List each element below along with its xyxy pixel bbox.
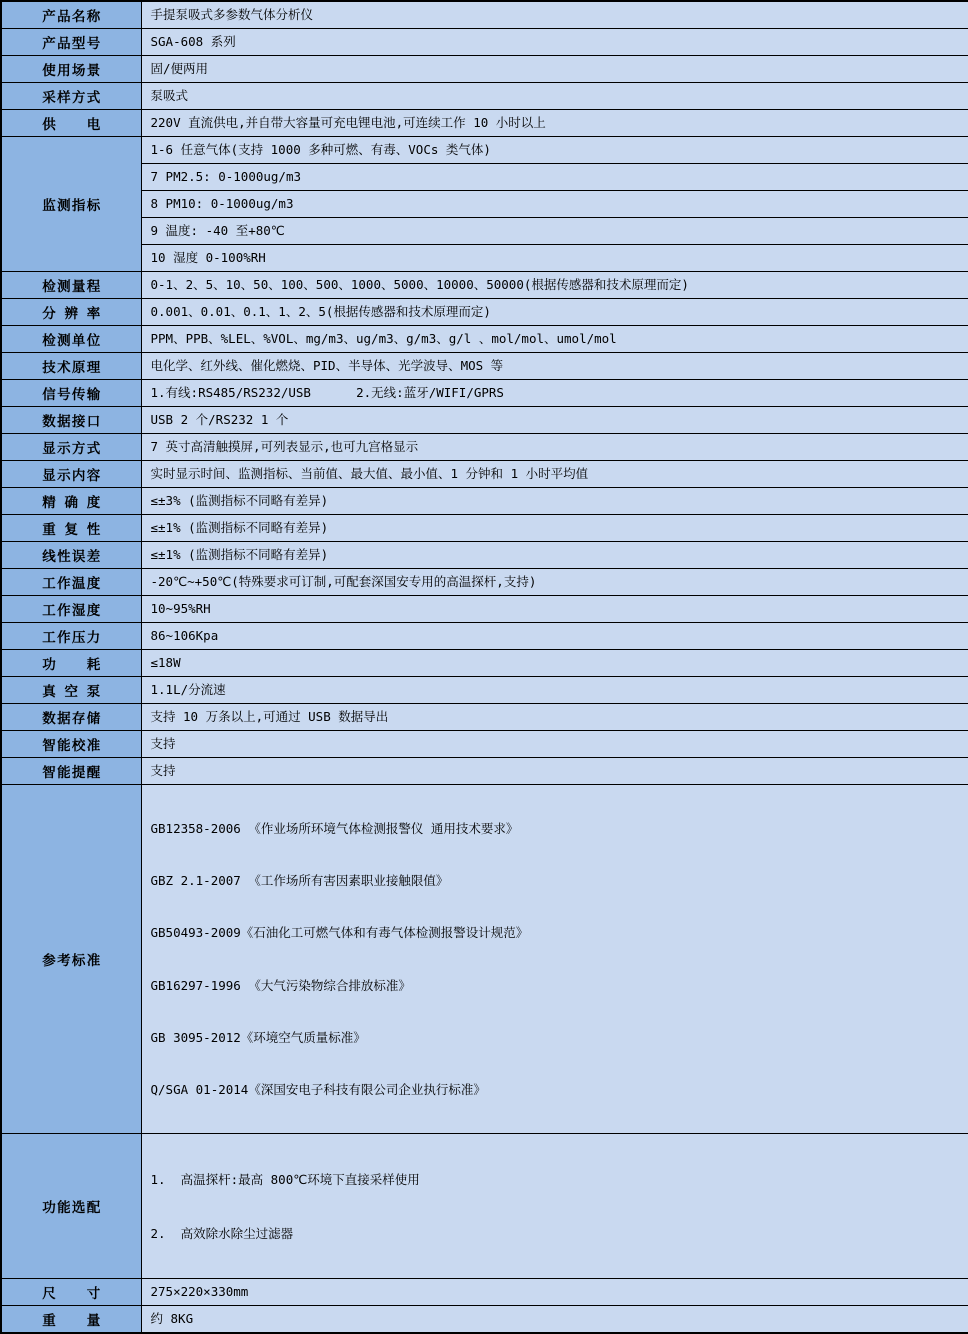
- row-label: 参考标准: [42, 952, 101, 969]
- row-label: 工作温度: [42, 575, 101, 592]
- row-label: 工作湿度: [42, 602, 101, 619]
- row-label: 尺寸: [42, 1286, 101, 1302]
- option-line: 1. 高温探杆:最高 800℃环境下直接采样使用: [150, 1171, 420, 1187]
- value-cell: SGA-608 系列: [141, 28, 968, 55]
- row-label: 精确度: [42, 494, 101, 511]
- row-label: 显示方式: [42, 440, 101, 457]
- label-cell: [1, 622, 141, 649]
- row-monitoring-indicators-sub: [1, 190, 968, 217]
- row-detection-unit: [1, 325, 968, 352]
- row-dimensions: [1, 1279, 968, 1306]
- row-label: 检测量程: [42, 278, 101, 295]
- label-cell: [1, 1, 141, 28]
- label-cell: [1, 271, 141, 298]
- value-cell: 支持: [141, 730, 968, 757]
- row-label: 智能提醒: [42, 764, 101, 781]
- value-cell: 支持 10 万条以上,可通过 USB 数据导出: [141, 703, 968, 730]
- row-display-mode: [1, 433, 968, 460]
- row-label: 产品型号: [42, 35, 101, 52]
- row-monitoring-indicators-sub: [1, 244, 968, 271]
- label-cell: [1, 649, 141, 676]
- row-usage-scenario: [1, 55, 968, 82]
- row-monitoring-indicators-sub: [1, 163, 968, 190]
- label-cell: [1, 1279, 141, 1306]
- row-label: 显示内容: [42, 467, 101, 484]
- value-cell: 1.有线:RS485/RS232/USB 2.无线:蓝牙/WIFI/GPRS: [141, 379, 968, 406]
- label-cell: [1, 730, 141, 757]
- value-cell: 7 英寸高清触摸屏,可列表显示,也可九宫格显示: [141, 433, 968, 460]
- label-cell: [1, 379, 141, 406]
- value-cell: 固/便两用: [141, 55, 968, 82]
- value-cell: 7 PM2.5: 0-1000ug/m3: [141, 163, 968, 190]
- row-data-interface: [1, 406, 968, 433]
- value-cell: ≤18W: [141, 649, 968, 676]
- standard-line: GBZ 2.1-2007 《工作场所有害因素职业接触限值》: [150, 873, 449, 888]
- row-accuracy: [1, 487, 968, 514]
- label-cell: [1, 1306, 141, 1333]
- standard-line: GB50493-2009《石油化工可燃气体和有毒气体检测报警设计规范》: [150, 925, 529, 941]
- row-label: 监测指标: [42, 197, 101, 214]
- value-cell: 8 PM10: 0-1000ug/m3: [141, 190, 968, 217]
- value-cell: 86~106Kpa: [141, 622, 968, 649]
- value-cell: ≤±1% (监测指标不同略有差异): [141, 541, 968, 568]
- value-cell: 275×220×330mm: [141, 1279, 968, 1306]
- label-cell: [1, 28, 141, 55]
- row-product-name: [1, 1, 968, 28]
- value-cell: 0-1、2、5、10、50、100、500、1000、5000、10000、50000(根据传感器和技术原理而定): [141, 271, 968, 298]
- value-cell: 0.001、0.01、0.1、1、2、5(根据传感器和技术原理而定): [141, 298, 968, 325]
- label-cell: [1, 325, 141, 352]
- option-line: 2. 高效除水除尘过滤器: [150, 1225, 294, 1241]
- label-cell: [1, 136, 141, 271]
- label-cell: [1, 1134, 141, 1279]
- value-cell: 泵吸式: [141, 82, 968, 109]
- row-power-supply: [1, 109, 968, 136]
- row-label: 技术原理: [42, 359, 101, 376]
- row-label: 产品名称: [42, 8, 101, 25]
- value-cell: 9 温度: -40 至+80℃: [141, 217, 968, 244]
- row-data-storage: [1, 703, 968, 730]
- row-label: 供电: [42, 116, 101, 133]
- row-optional-functions: [1, 1134, 968, 1279]
- row-signal-transmission: [1, 379, 968, 406]
- row-label: 检测单位: [42, 332, 101, 349]
- row-technical-principle: [1, 352, 968, 379]
- value-cell: 1.1L/分流速: [141, 676, 968, 703]
- label-cell: [1, 676, 141, 703]
- value-cell: ≤±3% (监测指标不同略有差异): [141, 487, 968, 514]
- row-monitoring-indicators-sub: [1, 217, 968, 244]
- row-working-pressure: [1, 622, 968, 649]
- label-cell: [1, 82, 141, 109]
- row-label: 分辨率: [42, 305, 101, 322]
- row-detection-range: [1, 271, 968, 298]
- row-label: 智能校准: [42, 737, 101, 754]
- value-cell: USB 2 个/RS232 1 个: [141, 406, 968, 433]
- row-label: 功能选配: [42, 1200, 101, 1217]
- row-working-temperature: [1, 568, 968, 595]
- label-cell: [1, 784, 141, 1134]
- label-cell: [1, 109, 141, 136]
- value-cell: 手提泵吸式多参数气体分析仪: [141, 1, 968, 28]
- row-label: 信号传输: [42, 386, 101, 403]
- label-cell: [1, 703, 141, 730]
- row-reference-standards: [1, 784, 968, 1134]
- row-label: 真空泵: [42, 683, 101, 700]
- label-cell: [1, 298, 141, 325]
- value-cell: -20℃~+50℃(特殊要求可订制,可配套深国安专用的高温探杆,支持): [141, 568, 968, 595]
- label-cell: [1, 352, 141, 379]
- value-cell: 约 8KG: [141, 1306, 968, 1333]
- row-smart-reminder: [1, 757, 968, 784]
- label-cell: [1, 757, 141, 784]
- row-label: 采样方式: [42, 89, 101, 106]
- value-cell: [141, 1134, 968, 1279]
- row-label: 功耗: [42, 656, 101, 673]
- value-cell: PPM、PPB、%LEL、%VOL、mg/m3、ug/m3、g/m3、g/l 、mol/mol、umol/mol: [141, 325, 968, 352]
- row-label: 工作压力: [42, 629, 101, 646]
- row-vacuum-pump: [1, 676, 968, 703]
- value-cell: [141, 784, 968, 1134]
- row-display-content: [1, 460, 968, 487]
- label-cell: [1, 514, 141, 541]
- row-working-humidity: [1, 595, 968, 622]
- value-cell: 10 湿度 0-100%RH: [141, 244, 968, 271]
- label-cell: [1, 595, 141, 622]
- row-resolution: [1, 298, 968, 325]
- value-cell: 220V 直流供电,并自带大容量可充电锂电池,可连续工作 10 小时以上: [141, 109, 968, 136]
- standard-line: GB16297-1996 《大气污染物综合排放标准》: [150, 977, 411, 993]
- label-cell: [1, 55, 141, 82]
- value-cell: 10~95%RH: [141, 595, 968, 622]
- row-monitoring-indicators: [1, 136, 968, 163]
- row-smart-calibration: [1, 730, 968, 757]
- value-cell: ≤±1% (监测指标不同略有差异): [141, 514, 968, 541]
- row-label: 数据存储: [42, 710, 101, 727]
- value-cell: 支持: [141, 757, 968, 784]
- row-power-consumption: [1, 649, 968, 676]
- value-cell: 1-6 任意气体(支持 1000 多种可燃、有毒、VOCs 类气体): [141, 136, 968, 163]
- row-linearity-error: [1, 541, 968, 568]
- label-cell: [1, 541, 141, 568]
- label-cell: [1, 433, 141, 460]
- row-label: 线性误差: [42, 548, 101, 565]
- row-label: 数据接口: [42, 413, 101, 430]
- row-repeatability: [1, 514, 968, 541]
- row-sampling-method: [1, 82, 968, 109]
- standard-line: GB 3095-2012《环境空气质量标准》: [150, 1029, 366, 1045]
- label-cell: [1, 406, 141, 433]
- label-cell: [1, 487, 141, 514]
- row-label: 重量: [42, 1312, 101, 1329]
- value-cell: 电化学、红外线、催化燃烧、PID、半导体、光学波导、MOS 等: [141, 352, 968, 379]
- label-cell: [1, 460, 141, 487]
- row-label: 使用场景: [42, 62, 101, 79]
- label-cell: [1, 568, 141, 595]
- value-cell: 实时显示时间、监测指标、当前值、最大值、最小值、1 分钟和 1 小时平均值: [141, 460, 968, 487]
- row-weight: [1, 1306, 968, 1333]
- row-label: 重复性: [42, 521, 101, 538]
- standard-line: GB12358-2006 《作业场所环境气体检测报警仪 通用技术要求》: [150, 820, 519, 836]
- standard-line: Q/SGA 01-2014《深国安电子科技有限公司企业执行标准》: [150, 1082, 486, 1097]
- row-product-model: [1, 28, 968, 55]
